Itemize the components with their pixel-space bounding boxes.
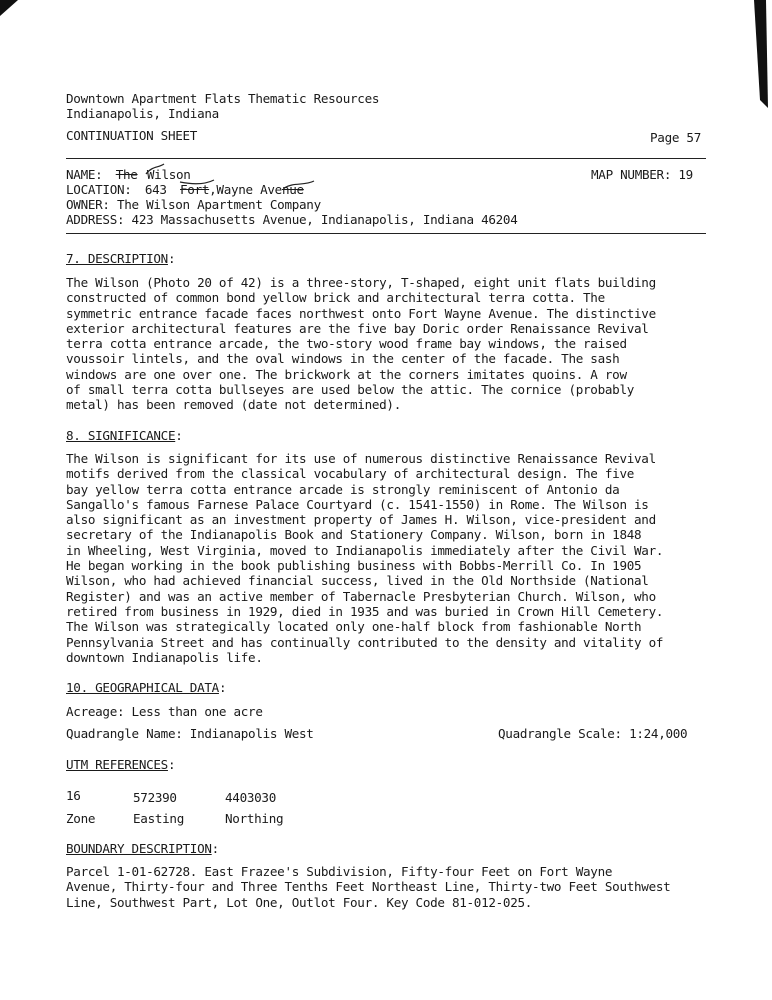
- location-struck-text-2: nue: [281, 182, 304, 197]
- utm-easting-label: Easting: [133, 811, 184, 826]
- location-street: ,Wayne Ave: [209, 182, 282, 197]
- location-label: LOCATION:: [66, 182, 132, 197]
- utm-zone-value: 16: [66, 788, 81, 803]
- boundary-heading-text: BOUNDARY DESCRIPTION: [66, 841, 212, 856]
- utm-heading: [66, 757, 175, 772]
- significance-line: bay yellow terra cotta entrance arcade is strongly reminiscent of Antonio da: [66, 481, 620, 497]
- significance-line: Wilson, who had achieved financial success, lived in the Old Northside (National: [66, 573, 649, 589]
- significance-line: Pennsylvania Street and has continually contributed to the density and vitality of: [66, 634, 664, 650]
- boundary-line: Avenue, Thirty-four and Three Tenths Feet Northeast Line, Thirty-two Feet Southwest: [66, 879, 671, 895]
- location-line: [66, 182, 304, 197]
- divider-top: [66, 158, 706, 159]
- description-line: of small terra cotta bullseyes are used below the attic. The cornice (probably: [66, 382, 635, 398]
- page-number: Page 57: [650, 130, 701, 145]
- name-label: NAME:: [66, 167, 103, 182]
- owner-line: OWNER: The Wilson Apartment Company: [66, 197, 321, 212]
- edge-shadow-mark: [748, 0, 772, 110]
- location-number: 643: [144, 182, 167, 197]
- header-city: Indianapolis, Indiana: [66, 106, 219, 121]
- utm-heading-text: UTM REFERENCES: [66, 757, 168, 772]
- significance-line: Sangallo's famous Farnese Palace Courtyard (c. 1541-1550) in Rome. The Wilson is: [66, 496, 649, 512]
- significance-heading-text: 8. SIGNIFICANCE: [66, 428, 176, 443]
- header-title: Downtown Apartment Flats Thematic Resources: [66, 91, 380, 106]
- geographical-heading-colon: :: [218, 680, 227, 695]
- name-struck-text: The: [115, 167, 138, 182]
- address-line: ADDRESS: 423 Massachusetts Avenue, Indianapolis, Indiana 46204: [66, 212, 518, 227]
- significance-line: retired from business in 1929, died in 1935 and was buried in Crown Hill Cemetery.: [66, 603, 664, 619]
- significance-line: motifs derived from the classical vocabulary of architectural design. The five: [66, 466, 635, 482]
- continuation-sheet-label: CONTINUATION SHEET: [66, 128, 198, 143]
- boundary-line: Line, Southwest Part, Lot One, Outlot Four. Key Code 81-012-025.: [66, 894, 533, 910]
- description-line: windows are one over one. The brickwork at the corners imitates quoins. A row: [66, 366, 627, 382]
- significance-line: He began working in the book publishing business with Bobbs-Merrill Co. In 1905: [66, 558, 642, 574]
- utm-heading-colon: :: [167, 757, 176, 772]
- handwritten-mark-location: [280, 176, 330, 196]
- map-number: MAP NUMBER: 19: [591, 167, 693, 182]
- description-line: terra cotta entrance arcade, the two-story wood frame bay windows, the raised: [66, 336, 627, 352]
- description-line: constructed of common bond yellow brick and architectural terra cotta. The: [66, 290, 605, 306]
- significance-line: The Wilson is significant for its use of numerous distinctive Renaissance Revival: [66, 451, 656, 466]
- boundary-heading: [66, 841, 219, 856]
- boundary-body: [66, 864, 716, 910]
- significance-line: also significant as an investment property of James H. Wilson, vice-president and: [66, 512, 656, 528]
- significance-line: Register) and was an active member of Tabernacle Presbyterian Church. Wilson, who: [66, 588, 656, 604]
- boundary-line: Parcel 1-01-62728. East Frazee's Subdivision, Fifty-four Feet on Fort Wayne: [66, 864, 613, 879]
- description-line: exterior architectural features are the five bay Doric order Renaissance Revival: [66, 320, 649, 336]
- description-heading-text: 7. DESCRIPTION: [66, 251, 168, 266]
- description-heading-colon: :: [167, 251, 176, 266]
- corner-triangle-mark: [0, 0, 22, 22]
- description-heading: [66, 251, 175, 266]
- description-line: voussoir lintels, and the oval windows in the center of the facade. The sash: [66, 351, 620, 367]
- utm-zone-label: Zone: [66, 811, 96, 826]
- utm-northing-label: Northing: [225, 811, 284, 826]
- geographical-heading-text: 10. GEOGRAPHICAL DATA: [66, 680, 219, 695]
- significance-body: [66, 451, 716, 665]
- description-line: metal) has been removed (date not determined).: [66, 397, 401, 413]
- description-body: [66, 275, 716, 413]
- description-line: The Wilson (Photo 20 of 42) is a three-story, T-shaped, eight unit flats building: [66, 275, 656, 290]
- divider-bottom: [66, 233, 706, 234]
- significance-line: downtown Indianapolis life.: [66, 649, 263, 665]
- significance-line: The Wilson was strategically located only one-half block from fashionable North: [66, 619, 642, 635]
- significance-heading: [66, 428, 183, 443]
- name-value: Wilson: [146, 167, 191, 182]
- significance-line: secretary of the Indianapolis Book and Stationery Company. Wilson, born in 1848: [66, 527, 642, 543]
- significance-heading-colon: :: [175, 428, 183, 443]
- geographical-heading: [66, 680, 226, 695]
- location-struck-text: Fort: [180, 182, 210, 197]
- quadrangle-scale: Quadrangle Scale: 1:24,000: [498, 726, 688, 741]
- boundary-heading-colon: :: [211, 841, 219, 856]
- significance-line: in Wheeling, West Virginia, moved to Indianapolis immediately after the Civil War.: [66, 542, 664, 558]
- description-line: symmetric entrance facade faces northwest onto Fort Wayne Avenue. The distinctive: [66, 305, 656, 321]
- quadrangle-name: Quadrangle Name: Indianapolis West: [66, 726, 314, 741]
- acreage: Acreage: Less than one acre: [66, 704, 263, 719]
- utm-northing-value: 4403030: [225, 790, 276, 805]
- utm-easting-value: 572390: [133, 790, 177, 805]
